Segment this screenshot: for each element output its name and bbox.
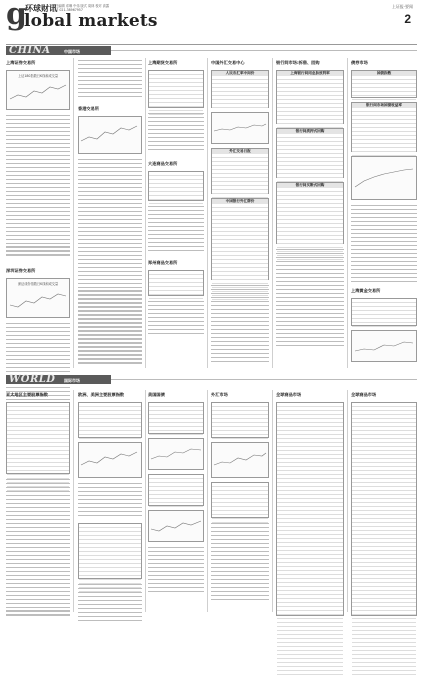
shfe-heading: 上海期货交易所 (148, 60, 178, 65)
sse-chart-caption: 上证180指数日K线和成交量 (17, 74, 59, 78)
sse-chart-graphic (8, 77, 70, 107)
sse-chart (6, 70, 70, 110)
col-divider (347, 390, 348, 612)
fx-market-table-2 (211, 482, 269, 518)
rmb-rate-chart-graphic (212, 113, 268, 141)
fx-market-heading: 外汇市场 (211, 392, 228, 397)
world-band (6, 375, 111, 384)
hkex-heading: 香港交易所 (78, 106, 99, 111)
fx-market-table (211, 402, 269, 438)
china-band (6, 46, 111, 55)
asia-index-heading: 亚太地区主要股票指数 (6, 392, 48, 397)
interbank-article-text (276, 249, 344, 349)
china-band-label: CHINA (9, 45, 51, 56)
outright-repo-table-title: 银行间买断式回购 (277, 183, 343, 188)
szse-heading: 深圳证券交易所 (6, 268, 36, 273)
rmb-rate-chart (211, 112, 269, 144)
col2-article-text-top (78, 60, 142, 100)
euro-us-article-text (78, 483, 142, 519)
world-col5 (276, 392, 344, 616)
global-commodity-heading-1: 全球商品市场 (276, 392, 302, 397)
bond-index-table (351, 70, 417, 98)
masthead-info-line2: 电话 021-38967957 (52, 8, 83, 12)
rmb-rate-table (211, 70, 269, 108)
bond-market-heading: 债券市场 (351, 60, 368, 65)
col-divider (347, 58, 348, 368)
asia-index-table (6, 402, 70, 474)
global-commodity-heading-2: 全球商品市场 (351, 392, 377, 397)
fx-market-article-text (211, 523, 269, 603)
czce-table (148, 270, 204, 296)
cfets-article-text (211, 285, 269, 365)
euro-us-index-heading: 欧洲、美洲主要股票指数 (78, 392, 125, 397)
col-divider (73, 390, 74, 612)
masthead-title-en: lobal markets (24, 11, 158, 31)
us-treasury-chart-2 (148, 510, 204, 542)
us-treasury-chart (148, 438, 204, 470)
china-col4 (211, 60, 269, 365)
china-col5 (276, 60, 344, 349)
euro-us-index-chart (78, 442, 142, 478)
szse-chart-caption: 深证成份指数日K线和成交量 (17, 282, 59, 286)
euro-us-index-chart-graphic (79, 443, 141, 475)
szse-chart (6, 278, 70, 318)
col-divider (207, 58, 208, 368)
fx-market-chart-graphic (212, 443, 268, 475)
world-col4 (211, 392, 269, 603)
euro-us-index-table-2 (78, 523, 142, 579)
euro-us-article-text-2 (78, 584, 142, 624)
asia-article-text (6, 479, 70, 619)
hkex-chart-graphic (79, 117, 141, 151)
china-band-sub: 中国市场 (64, 48, 80, 54)
dce-heading: 大连商品交易所 (148, 161, 178, 166)
shfe-table (148, 70, 204, 108)
us-treasury-table-2 (148, 474, 204, 506)
masthead-rule (6, 44, 417, 45)
global-commodity-table-1 (276, 402, 344, 616)
pledged-repo-table-title: 银行间质押式回购 (277, 129, 343, 134)
us-treasury-chart-2-graphic (149, 511, 203, 539)
pledged-repo-table (276, 128, 344, 178)
szse-chart-graphic (8, 285, 70, 315)
masthead-title-cn: 环球财讯 (25, 4, 57, 13)
page-number: 2 (404, 12, 411, 26)
bond-index-table-title: 国债指数 (352, 71, 416, 76)
czce-article-text (148, 301, 204, 337)
euro-us-index-table (78, 402, 142, 438)
boc-fx-table (211, 198, 269, 280)
china-col6 (351, 60, 417, 362)
sse-article-text (6, 115, 70, 265)
masthead-info-line1: 责任编辑 邓琳 中伟 版式 周林 校对 高露 (52, 4, 110, 8)
bond-article-text (351, 205, 417, 285)
sse-heading: 上海证券交易所 (6, 60, 36, 65)
us-treasury-article-text (148, 547, 204, 595)
world-band-rule (111, 379, 417, 380)
china-col3 (148, 60, 204, 337)
interbank-heading: 银行间市场:拆借、回购 (276, 60, 320, 65)
china-band-rule (111, 50, 417, 51)
shibor-table (276, 70, 344, 124)
col-divider (272, 390, 273, 612)
boc-fx-table-title: 中国银行外汇牌价 (212, 199, 268, 204)
china-col2 (78, 60, 142, 379)
col-divider (145, 58, 146, 368)
sge-chart-graphic (352, 331, 416, 359)
col-divider (207, 390, 208, 612)
world-col1 (6, 392, 70, 619)
sge-heading: 上海黄金交易所 (351, 288, 381, 293)
world-col6 (351, 392, 417, 616)
outright-repo-table (276, 182, 344, 244)
us-treasury-table (148, 402, 204, 434)
masthead-logo-letter: g (6, 0, 27, 32)
world-band-label: WORLD (9, 374, 56, 385)
fx-daily-table-title: 外汇交易日报 (212, 149, 268, 154)
masthead-info (52, 4, 252, 12)
czce-heading: 郑州商品交易所 (148, 260, 178, 265)
bond-yield-table (351, 102, 417, 152)
us-treasury-heading: 美国国债 (148, 392, 165, 397)
yield-curve-chart-graphic (352, 157, 416, 197)
china-col1 (6, 60, 70, 443)
yield-curve-chart (351, 156, 417, 200)
shibor-table-title: 上海银行间同业拆放利率 (277, 71, 343, 76)
col-divider (272, 58, 273, 368)
fx-daily-table (211, 148, 269, 194)
world-col3 (148, 392, 204, 595)
cfets-heading: 中国外汇交易中心 (211, 60, 245, 65)
fx-market-chart (211, 442, 269, 478)
hkex-chart (78, 116, 142, 154)
shfe-article-text (148, 113, 204, 153)
world-band-sub: 国际市场 (64, 377, 80, 383)
col-divider (73, 58, 74, 368)
world-col2 (78, 392, 142, 624)
section-label: 上证报·要闻 (391, 4, 413, 9)
sge-table (351, 298, 417, 326)
col-divider (145, 390, 146, 612)
rmb-rate-table-title: 人民币汇率中间价 (212, 71, 268, 76)
us-treasury-chart-graphic (149, 439, 203, 467)
hkex-article-text (78, 159, 142, 379)
dce-table (148, 171, 204, 201)
bond-yield-table-title: 银行间市场国债收益率 (352, 103, 416, 108)
global-commodity-table-2 (351, 402, 417, 616)
dce-article-text (148, 206, 204, 254)
sge-chart (351, 330, 417, 362)
